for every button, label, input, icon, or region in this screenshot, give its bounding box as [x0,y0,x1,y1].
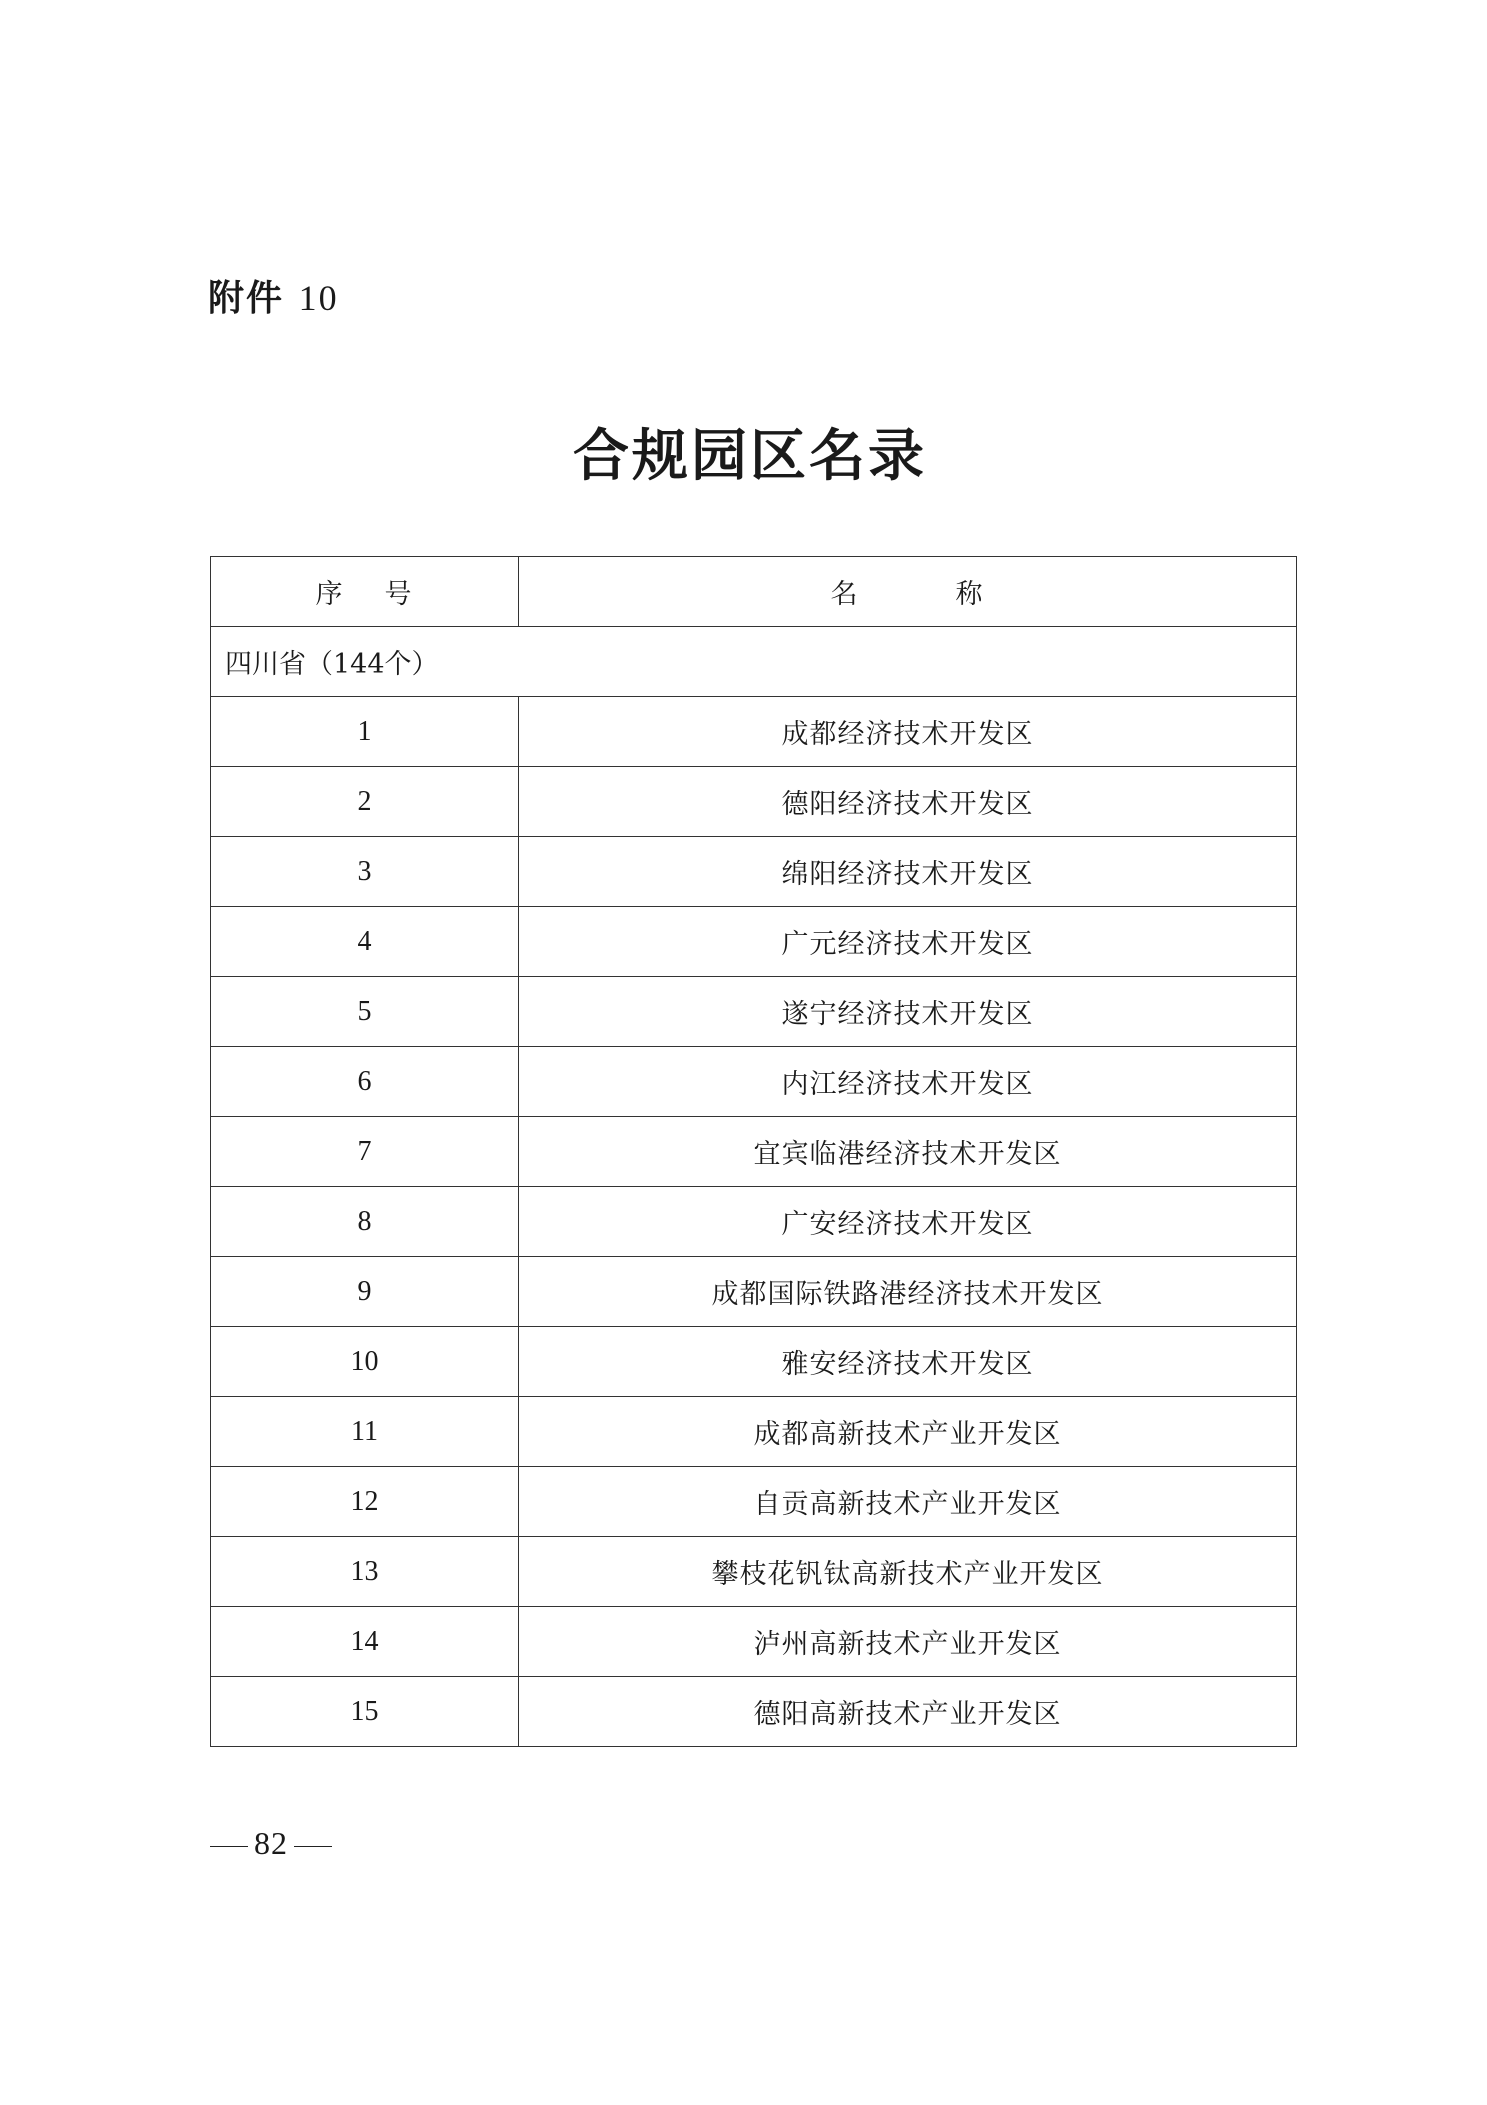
row-number: 3 [211,837,519,907]
park-name: 雅安经济技术开发区 [519,1327,1297,1397]
province-row [211,627,1297,697]
header-seq-char-2: 号 [384,579,414,610]
province-cell: 四川省（144个） [211,627,1297,697]
table-row [211,907,1297,977]
header-name [519,557,1297,627]
park-name: 成都高新技术产业开发区 [519,1397,1297,1467]
row-number: 1 [211,697,519,767]
table-row [211,1047,1297,1117]
row-number: 2 [211,767,519,837]
table-row [211,1607,1297,1677]
row-number: 11 [211,1397,519,1467]
attachment-prefix: 附件 [208,278,285,319]
table-row [211,1467,1297,1537]
table-header-row [211,557,1297,627]
header-seq-char-1: 序 [315,579,345,610]
park-list-table [210,556,1297,1747]
row-number: 4 [211,907,519,977]
row-number: 12 [211,1467,519,1537]
table-row [211,1537,1297,1607]
table-row [211,1257,1297,1327]
table-row [211,697,1297,767]
row-number: 14 [211,1607,519,1677]
attachment-label [208,270,339,321]
park-name: 泸州高新技术产业开发区 [519,1607,1297,1677]
table-row [211,767,1297,837]
table-row [211,837,1297,907]
park-name: 攀枝花钒钛高新技术产业开发区 [519,1537,1297,1607]
page-number [204,1825,338,1862]
table-row [211,1397,1297,1467]
page-number-dash-right [294,1846,332,1848]
park-name: 广元经济技术开发区 [519,907,1297,977]
row-number: 9 [211,1257,519,1327]
park-name: 德阳经济技术开发区 [519,767,1297,837]
page-number-dash-left [210,1846,248,1848]
park-name: 成都国际铁路港经济技术开发区 [519,1257,1297,1327]
park-name: 广安经济技术开发区 [519,1187,1297,1257]
table-row [211,1187,1297,1257]
row-number: 13 [211,1537,519,1607]
table-row [211,1117,1297,1187]
row-number: 6 [211,1047,519,1117]
row-number: 5 [211,977,519,1047]
header-sequence [211,557,519,627]
table-row [211,977,1297,1047]
table-row [211,1677,1297,1747]
page-title: 合规园区名录 [573,423,927,489]
row-number: 10 [211,1327,519,1397]
table-row [211,1327,1297,1397]
page-number-value: 82 [254,1825,288,1861]
header-name-char-1: 名 [830,579,860,610]
park-name: 内江经济技术开发区 [519,1047,1297,1117]
park-name: 遂宁经济技术开发区 [519,977,1297,1047]
park-name: 宜宾临港经济技术开发区 [519,1117,1297,1187]
park-name: 德阳高新技术产业开发区 [519,1677,1297,1747]
park-name: 绵阳经济技术开发区 [519,837,1297,907]
row-number: 8 [211,1187,519,1257]
park-name: 自贡高新技术产业开发区 [519,1467,1297,1537]
row-number: 15 [211,1677,519,1747]
park-name: 成都经济技术开发区 [519,697,1297,767]
row-number: 7 [211,1117,519,1187]
attachment-number: 10 [298,278,339,318]
header-name-char-2: 称 [955,579,985,610]
